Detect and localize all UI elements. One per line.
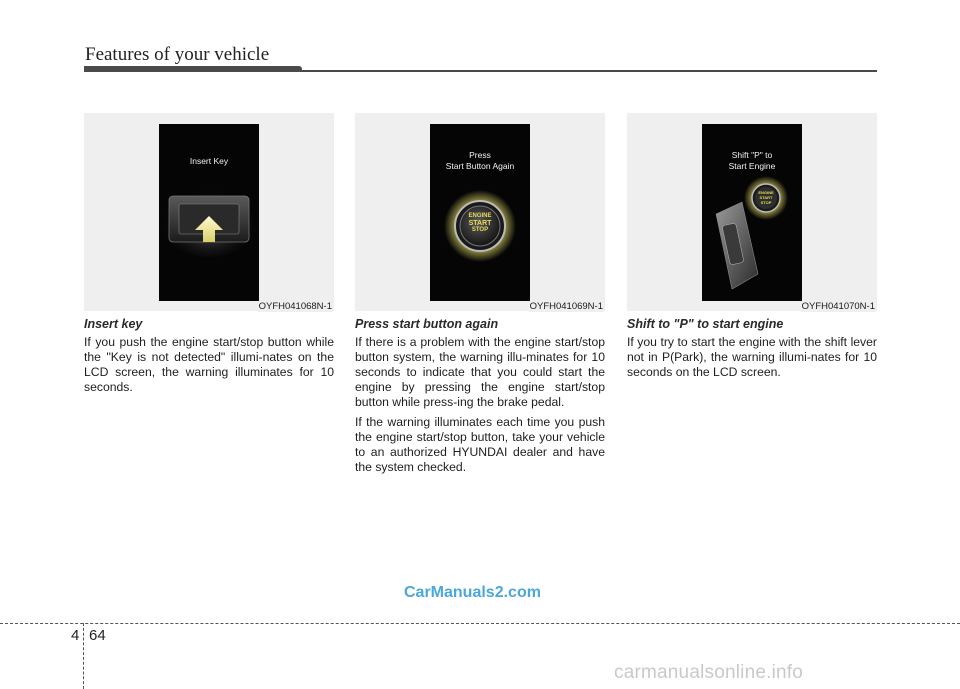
site-credit: carmanualsonline.info — [614, 662, 804, 683]
figure-shift-to-park — [627, 113, 877, 311]
lcd-screen — [430, 124, 530, 301]
footer-rule — [0, 623, 960, 624]
engine-start-stop-label: ENGINE START STOP — [758, 190, 774, 205]
figure-code: OYFH041069N-1 — [529, 301, 603, 312]
section-shift-to-p — [627, 317, 877, 385]
shift-lever-illustration — [702, 124, 802, 301]
header-rule-thin — [300, 70, 877, 72]
section-heading: Shift to "P" to start engine — [627, 317, 784, 331]
figure-insert-key — [84, 113, 334, 311]
figure-code: OYFH041068N-1 — [258, 301, 332, 312]
footer-divider — [83, 623, 84, 689]
watermark-link[interactable]: CarManuals2.com — [404, 584, 541, 601]
figure-press-start-button — [355, 113, 605, 311]
chapter-number: 4 — [71, 627, 80, 644]
lcd-message: Insert Key — [189, 156, 229, 166]
section-paragraph: If you push the engine start/stop button while the "Key is not detected" illumi-nates on the LCD screen, the warning illuminates for 10 seconds. — [84, 335, 334, 394]
section-paragraph: If there is a problem with the engine start/stop button system, the warning illu-minates for 10 seconds to indicate that you could start the engine by pressing the engine start/stop button while press-ing the brake pedal. — [355, 335, 605, 409]
section-insert-key — [84, 317, 334, 400]
lcd-screen — [159, 124, 259, 301]
lcd-message: Shift "P" to Start Engine — [728, 150, 776, 171]
section-paragraph: If the warning illuminates each time you push the engine start/stop button, take your vehicle to an authorized HYUNDAI dealer and have the system checked. — [355, 415, 605, 474]
key-slot-illustration — [159, 124, 259, 301]
figure-code: OYFH041070N-1 — [801, 301, 875, 312]
page-number: 64 — [89, 627, 106, 644]
lcd-message: Press Start Button Again — [445, 150, 515, 171]
section-paragraph: If you try to start the engine with the shift lever not in P(Park), the warning illumi-nates for 10 seconds on the LCD screen. — [627, 335, 877, 379]
section-heading: Press start button again — [355, 317, 499, 331]
page-header-title: Features of your vehicle — [85, 44, 270, 65]
header-rule-thick — [84, 66, 302, 72]
section-press-start-button-again — [355, 317, 605, 480]
engine-start-stop-label: ENGINE START STOP — [468, 213, 492, 233]
lcd-screen — [702, 124, 802, 301]
section-heading: Insert key — [84, 317, 143, 331]
